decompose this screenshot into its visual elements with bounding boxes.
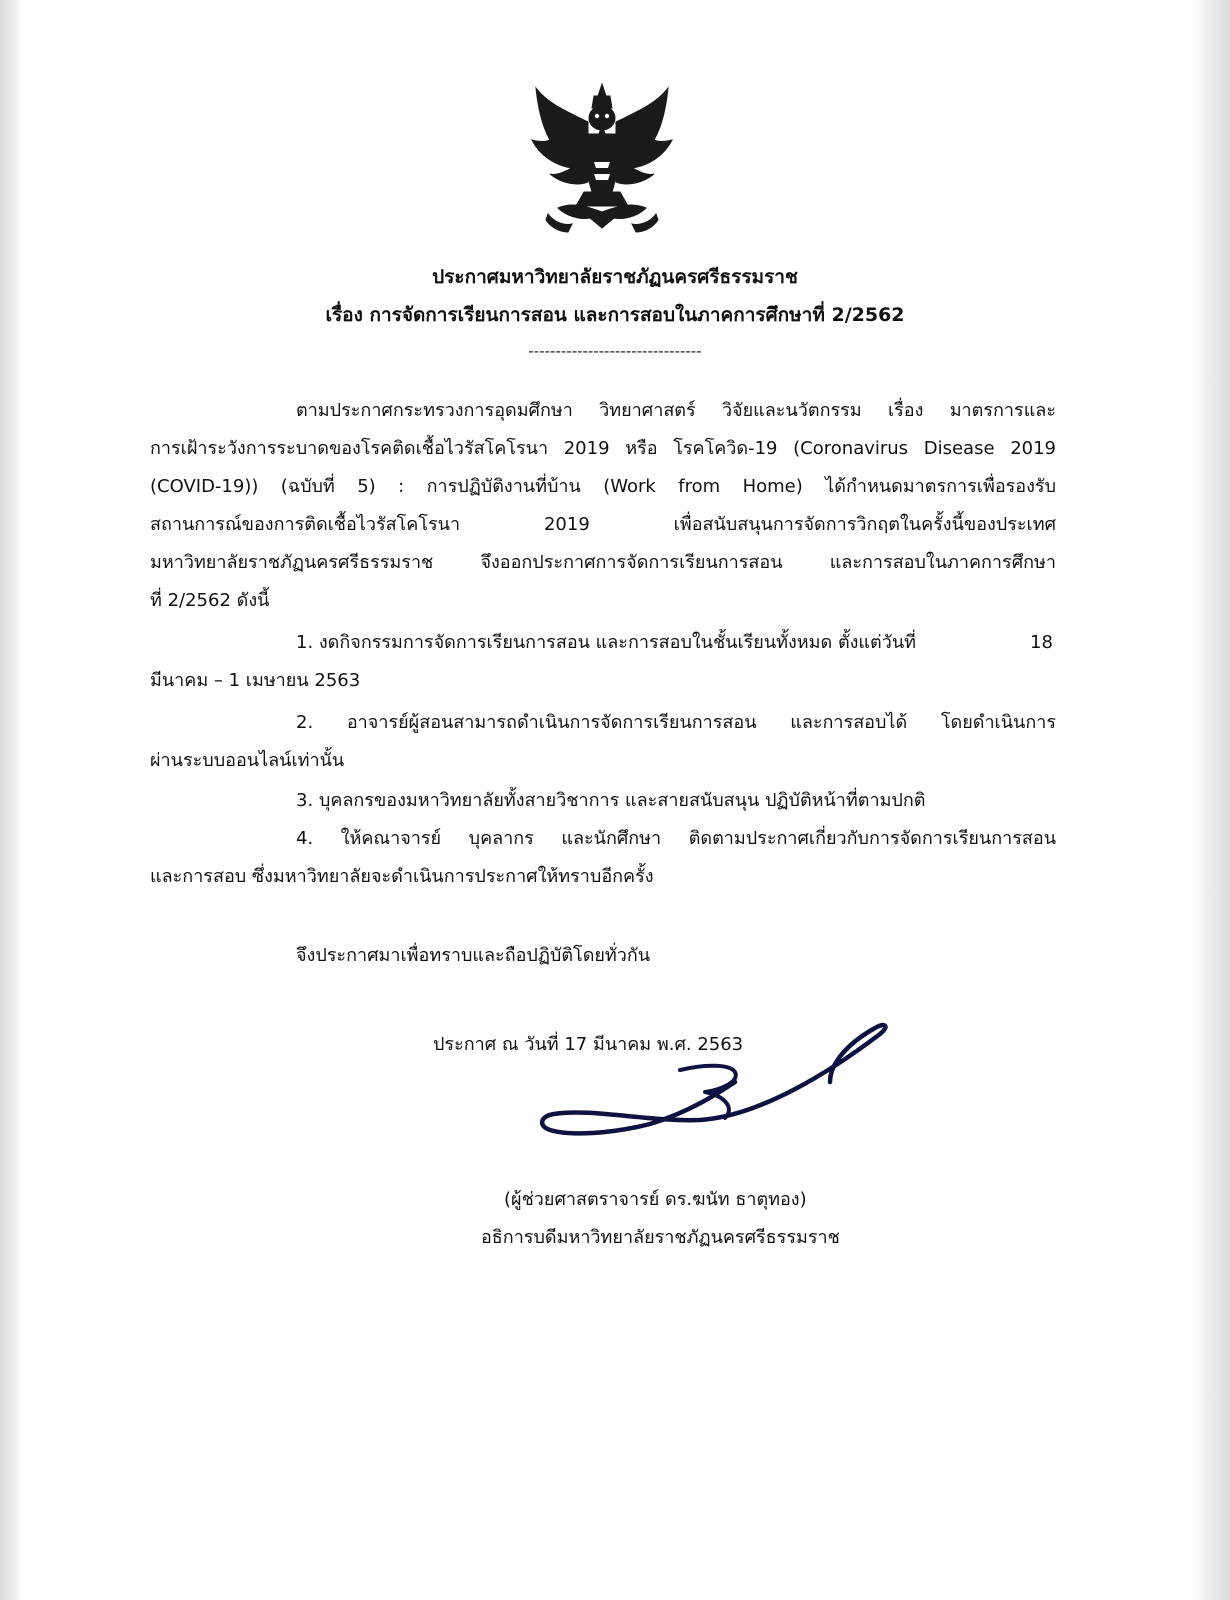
signer-position: อธิการบดีมหาวิทยาลัยราชภัฏนครศรีธรรมราช bbox=[481, 1227, 840, 1248]
closing-statement: จึงประกาศมาเพื่อทราบและถือปฏิบัติโดยทั่วกัน bbox=[296, 945, 651, 966]
announcement-date: ประกาศ ณ วันที่ 17 มีนาคม พ.ศ. 2563 bbox=[433, 1034, 744, 1055]
intro-line-1: ตามประกาศกระทรวงการอุดมศึกษา วิทยาศาสตร์ วิจัยและนวัตกรรม เรื่อง มาตรการและ bbox=[296, 400, 1056, 421]
intro-line-2: การเฝ้าระวังการระบาดของโรคติดเชื้อไวรัสโคโรนา 2019 หรือ โรคโควิด-19 (Coronavirus Disease 2019 bbox=[150, 438, 1056, 459]
intro-line-6: ที่ 2/2562 ดังนี้ bbox=[150, 590, 270, 611]
item-1-day: 18 bbox=[1030, 632, 1053, 653]
intro-line-5: มหาวิทยาลัยราชภัฏนครศรีธรรมราช จึงออกประกาศการจัดการเรียนการสอน และการสอบในภาคการศึกษา bbox=[150, 552, 1056, 573]
item-2-text: 2. อาจารย์ผู้สอนสามารถดำเนินการจัดการเรียนการสอน และการสอบได้ โดยดำเนินการ bbox=[296, 712, 1056, 733]
item-2-continuation: ผ่านระบบออนไลน์เท่านั้น bbox=[150, 750, 345, 771]
item-4-text: 4. ให้คณาจารย์ บุคลากร และนักศึกษา ติดตามประกาศเกี่ยวกับการจัดการเรียนการสอน bbox=[296, 828, 1056, 849]
intro-line-3: (COVID-19)) (ฉบับที่ 5) : การปฏิบัติงานที่บ้าน (Work from Home) ได้กำหนดมาตรการเพื่อรองรับ bbox=[150, 476, 1056, 497]
item-1-text: 1. งดกิจกรรมการจัดการเรียนการสอน และการสอบในชั้นเรียนทั้งหมด ตั้งแต่วันที่ bbox=[296, 632, 916, 653]
signer-name: (ผู้ช่วยศาสตราจารย์ ดร.ฆนัท ธาตุทอง) bbox=[504, 1189, 807, 1210]
intro-line-4: สถานการณ์ของการติดเชื้อไวรัสโคโรนา 2019 เพื่อสนับสนุนการจัดการวิกฤตในครั้งนี้ของประเทศ bbox=[150, 514, 1056, 535]
page-edge-left bbox=[0, 0, 22, 1600]
handwritten-signature bbox=[530, 1012, 900, 1162]
garuda-emblem-icon bbox=[528, 82, 676, 238]
item-4-continuation: และการสอบ ซึ่งมหาวิทยาลัยจะดำเนินการประกาศให้ทราบอีกครั้ง bbox=[150, 866, 654, 887]
document-title: ประกาศมหาวิทยาลัยราชภัฏนครศรีธรรมราช bbox=[432, 266, 798, 288]
item-1-continuation: มีนาคม – 1 เมษายน 2563 bbox=[150, 670, 361, 691]
separator-line: -------------------------------- bbox=[528, 342, 702, 360]
item-3-text: 3. บุคลกรของมหาวิทยาลัยทั้งสายวิชาการ และสายสนับสนุน ปฏิบัติหน้าที่ตามปกติ bbox=[296, 790, 926, 811]
page-edge-right bbox=[1194, 0, 1230, 1600]
document-subject: เรื่อง การจัดการเรียนการสอน และการสอบในภาคการศึกษาที่ 2/2562 bbox=[325, 304, 905, 326]
